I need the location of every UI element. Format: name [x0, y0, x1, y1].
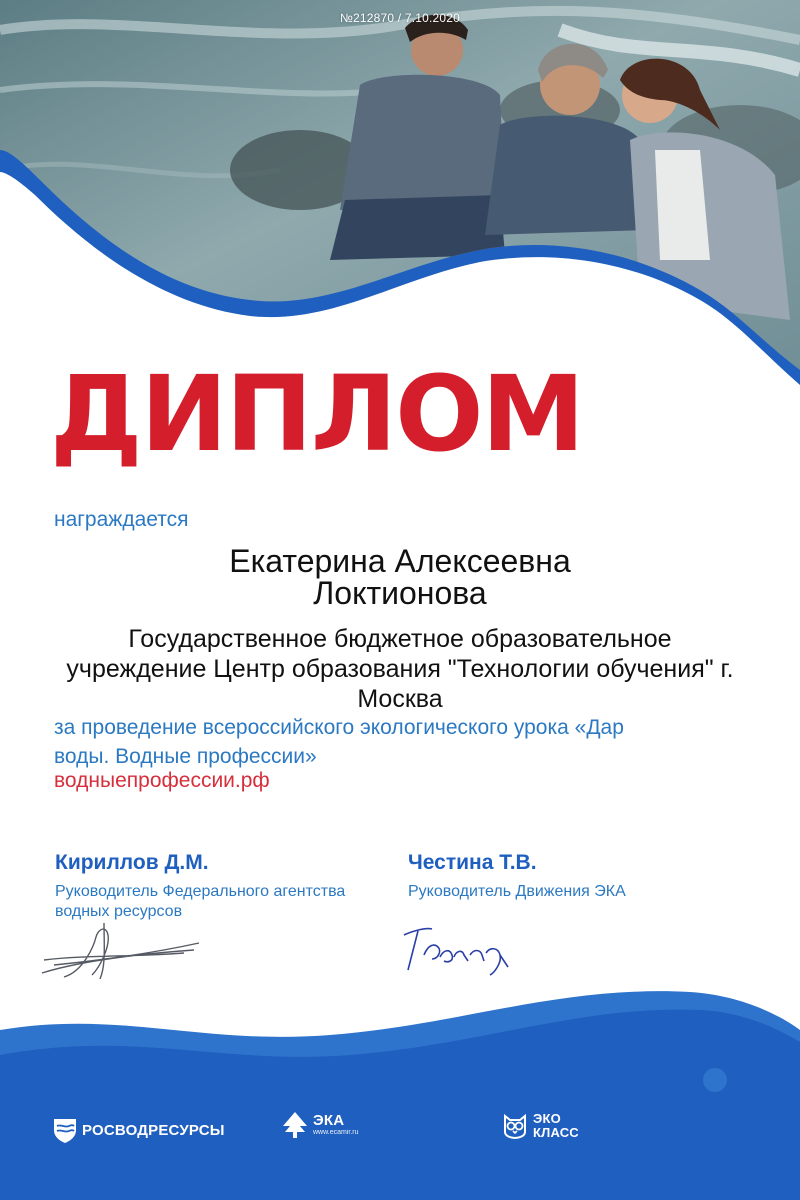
logo-label-line2: КЛАСС	[533, 1125, 579, 1140]
signer-role: Руководитель Федерального агентства водных ресурсов	[55, 883, 346, 920]
signer-name: Кириллов Д.М.	[55, 851, 209, 874]
logo-url: www.ecamir.ru	[313, 1129, 359, 1137]
footer-wave	[0, 970, 800, 1200]
diploma-title: ДИПЛОМ	[50, 353, 583, 475]
signer-name: Честина Т.В.	[408, 851, 537, 874]
owl-icon	[501, 1112, 529, 1140]
serial-number: №212870 / 7.10.2020	[339, 11, 461, 25]
logo-eka	[281, 1110, 359, 1140]
website-link[interactable]: водныепрофессии.рф	[54, 769, 270, 792]
logo-label: ЭКА	[313, 1112, 345, 1130]
recipient-name: Екатерина Алексеевна Локтионова	[229, 543, 571, 611]
tree-icon	[281, 1110, 309, 1140]
signer-right	[408, 850, 728, 902]
shield-icon	[52, 1116, 78, 1144]
recipient-organization: Государственное бюджетное образовательное учреждение Центр образования "Технологии обучения" г. Москва	[66, 625, 734, 713]
awarded-label: награждается	[54, 508, 189, 531]
logo-label: РОСВОДРЕСУРСЫ	[82, 1121, 225, 1139]
logo-label-line1: ЭКО	[533, 1111, 561, 1127]
logo-rosvodresursy	[52, 1116, 225, 1144]
signer-left	[55, 850, 375, 922]
award-reason: за проведение всероссийского экологического урока «Дар воды. Водные профессии»	[54, 716, 624, 768]
logo-ekoklass	[501, 1112, 579, 1140]
header-photo	[0, 0, 800, 400]
signer-role: Руководитель Движения ЭКА	[408, 883, 626, 900]
